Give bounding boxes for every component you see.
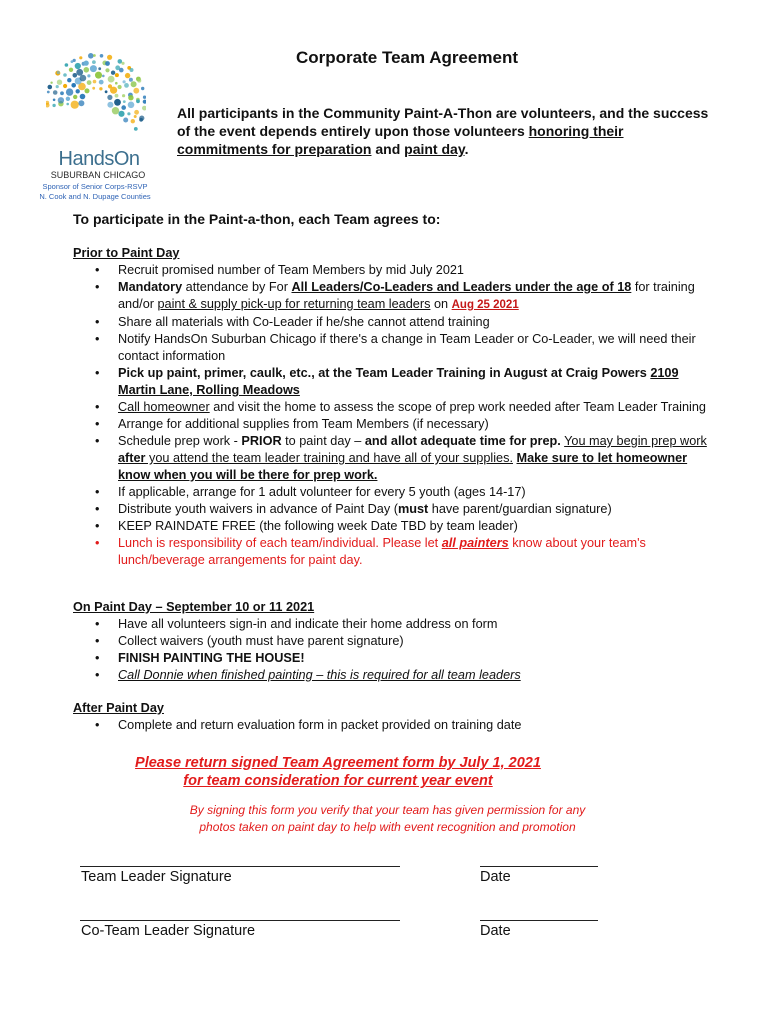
list-item: • Notify HandsOn Suburban Chicago if there's a change in Team Leader or Co-Leader, we will need their contact information (118, 331, 713, 365)
logo-dot (84, 67, 90, 73)
logo-dot (115, 73, 119, 77)
logo-dot (107, 95, 112, 100)
list-item: • Recruit promised number of Team Members by mid July 2021 (118, 262, 713, 279)
logo-dot (69, 68, 73, 72)
lead-heading: To participate in the Paint-a-thon, each Team agrees to: (73, 211, 441, 227)
intro-end: . (464, 141, 469, 157)
onday-list (73, 616, 713, 684)
logo-dot (57, 71, 60, 74)
logo-dot (60, 91, 64, 95)
logo-dot (48, 85, 53, 90)
logo-dot (125, 73, 130, 78)
onday-section (73, 599, 713, 684)
logo-dot (92, 60, 96, 64)
logo-dot (66, 97, 70, 101)
logo-dot (123, 118, 128, 123)
permission-line-1: By signing this form you verify that your team has given permission for any (189, 803, 586, 817)
logo-dot (63, 84, 67, 88)
logo-dot (129, 78, 133, 82)
logo-dot (110, 87, 117, 94)
logo-dot (98, 67, 101, 70)
logo-dot (128, 102, 135, 109)
logo-dot (53, 90, 58, 95)
coleader-signature-label: Co-Team Leader Signature (81, 923, 256, 939)
logo-dot (50, 82, 52, 84)
logo-dot (56, 85, 59, 88)
intro-paint-day: paint day (404, 141, 465, 157)
logo-dot (71, 101, 79, 109)
logo-dot (88, 53, 94, 59)
logo-dot (122, 94, 125, 97)
leader-date-line[interactable] (480, 866, 598, 868)
dot-cluster-logo-graphic (46, 50, 146, 150)
logo-dot (114, 99, 121, 106)
logo-dot (57, 80, 62, 85)
logo-dot (80, 75, 87, 82)
list-item: • KEEP RAINDATE FREE (the following week Date TBD by team leader) (118, 518, 713, 535)
list-item: • Have all volunteers sign-in and indicate their home address on form (118, 616, 713, 633)
logo-dot (99, 87, 102, 90)
intro-text: All participants in the Community Paint-A-Thon are volunteers, and the success of the event depends entirely upon those volunteers (177, 105, 709, 139)
list-item: • Arrange for additional supplies from Team Members (if necessary) (118, 416, 713, 433)
permission-text (150, 802, 625, 836)
logo-dot (87, 74, 90, 77)
prior-section (73, 245, 713, 569)
logo-dot (100, 54, 104, 58)
logo-dot (130, 68, 134, 72)
logo-dot (128, 95, 133, 100)
logo-dot (73, 73, 78, 78)
logo-dot (107, 102, 113, 108)
logo-dot (93, 54, 96, 57)
logo-subtitle: SUBURBAN CHICAGO (50, 170, 146, 180)
handson-logo (26, 50, 164, 202)
coleader-date-line[interactable] (480, 920, 598, 922)
logo-dot (102, 75, 105, 78)
logo-dot (118, 85, 122, 89)
logo-dot (47, 91, 50, 94)
logo-dot (139, 118, 143, 122)
logo-dot (92, 87, 95, 90)
leader-date-label: Date (480, 869, 511, 885)
intro-honoring: honoring their commitments for preparation (177, 123, 624, 157)
list-item: • Call Donnie when finished painting – this is required for all team leaders (118, 667, 713, 684)
list-item: • FINISH PAINTING THE HOUSE! (118, 650, 713, 667)
logo-dot (99, 80, 104, 85)
list-item: • Mandatory attendance by For All Leaders/Co-Leaders and Leaders under the age of 18 for training and/or paint & supply pick-up for returning team leaders on Aug 25 2021 (118, 279, 713, 314)
logo-dot (66, 103, 69, 106)
logo-dot (123, 80, 126, 83)
logo-dot (143, 100, 146, 104)
logo-dot (105, 90, 108, 93)
logo-dot (58, 97, 64, 103)
logo-dot (53, 99, 56, 102)
logo-dot (105, 61, 110, 66)
logo-dot (63, 73, 67, 77)
leader-signature-line[interactable] (80, 866, 400, 868)
logo-dot (75, 63, 81, 69)
logo-dot (71, 83, 76, 88)
logo-dot (90, 65, 97, 72)
prior-list (73, 262, 713, 569)
permission-line-2: photos taken on paint day to help with event recognition and promotion (199, 820, 576, 834)
logo-dot (118, 59, 123, 64)
logo-dot (87, 80, 92, 85)
logo-dot (115, 82, 118, 85)
return-notice (73, 754, 603, 790)
logo-dot (65, 63, 69, 67)
leader-signature-label: Team Leader Signature (81, 869, 232, 885)
logo-dot (121, 62, 124, 65)
logo-dot (131, 81, 137, 87)
notice-line-1: Please return signed Team Agreement form by July 1, 2021 (135, 755, 541, 771)
logo-dot (115, 94, 119, 98)
logo-dot (93, 80, 97, 84)
logo-dot (124, 83, 129, 88)
logo-dot (95, 72, 102, 79)
logo-dot (80, 94, 86, 100)
logo-dot (137, 79, 141, 83)
list-item: • Lunch is responsibility of each team/individual. Please let all painters know about your team's lunch/beverage arrangements for paint day. (118, 535, 713, 569)
list-item: • Complete and return evaluation form in packet provided on training date (118, 717, 713, 734)
list-item: • Schedule prep work - PRIOR to paint day – and allot adequate time for prep. You may begin prep work after you attend the team leader training and have all of your supplies. Make sure to let homeowner know when you will be there for prep work. (118, 433, 713, 484)
logo-dot (52, 104, 55, 107)
logo-dot (79, 56, 82, 59)
logo-dot (134, 110, 139, 115)
logo-dot (121, 105, 126, 110)
list-item: • Distribute youth waivers in advance of Paint Day (must have parent/guardian signature) (118, 501, 713, 518)
logo-dot (66, 88, 73, 95)
logo-dot (141, 87, 144, 90)
logo-dot (123, 100, 126, 103)
logo-dot (134, 115, 137, 118)
logo-dot (112, 107, 119, 114)
sponsor-line-2: N. Cook and N. Dupage Counties (39, 191, 151, 201)
logo-sponsor-text (26, 182, 164, 201)
after-heading: After Paint Day (73, 701, 164, 715)
onday-heading: On Paint Day – September 10 or 11 2021 (73, 600, 315, 614)
logo-dot (119, 68, 124, 73)
logo-dot (76, 89, 80, 93)
logo-dot (133, 88, 139, 94)
list-item: • Share all materials with Co-Leader if he/she cannot attend training (118, 314, 713, 331)
logo-dot (84, 61, 89, 66)
logo-dot (143, 96, 146, 99)
list-item: • Call homeowner and visit the home to assess the scope of prep work needed after Team Leader Training (118, 399, 713, 416)
logo-dot (136, 99, 140, 103)
logo-dot (134, 127, 138, 131)
logo-dot (127, 112, 130, 115)
logo-dot (67, 78, 71, 82)
intro-paragraph (177, 104, 717, 158)
logo-dot (118, 111, 124, 117)
logo-dot (111, 71, 115, 75)
after-list (73, 717, 713, 734)
coleader-date-label: Date (480, 923, 511, 939)
logo-dot (107, 55, 112, 60)
logo-dot (78, 100, 84, 106)
list-item: • If applicable, arrange for 1 adult volunteer for every 5 youth (ages 14-17) (118, 484, 713, 501)
list-item: • Collect waivers (youth must have parent signature) (118, 633, 713, 650)
list-item: • Pick up paint, primer, caulk, etc., at the Team Leader Training in August at Craig Powers 2109 Martin Lane, Rolling Meadows (118, 365, 713, 399)
notice-line-2: for team consideration for current year event (183, 773, 493, 789)
logo-dot (142, 106, 146, 111)
page-title: Corporate Team Agreement (296, 48, 518, 67)
logo-dot (131, 119, 135, 123)
coleader-signature-line[interactable] (80, 920, 400, 922)
intro-and: and (371, 141, 405, 157)
prior-heading: Prior to Paint Day (73, 246, 180, 260)
logo-name: HandsOn (58, 148, 140, 170)
logo-dot (73, 95, 77, 99)
logo-dot (85, 88, 90, 93)
logo-dot (76, 69, 83, 76)
logo-dot (108, 76, 115, 83)
sponsor-line-1: Sponsor of Senior Corps-RSVP (42, 182, 148, 191)
after-section (73, 700, 713, 734)
logo-dot (73, 59, 76, 62)
logo-dot (105, 68, 109, 72)
